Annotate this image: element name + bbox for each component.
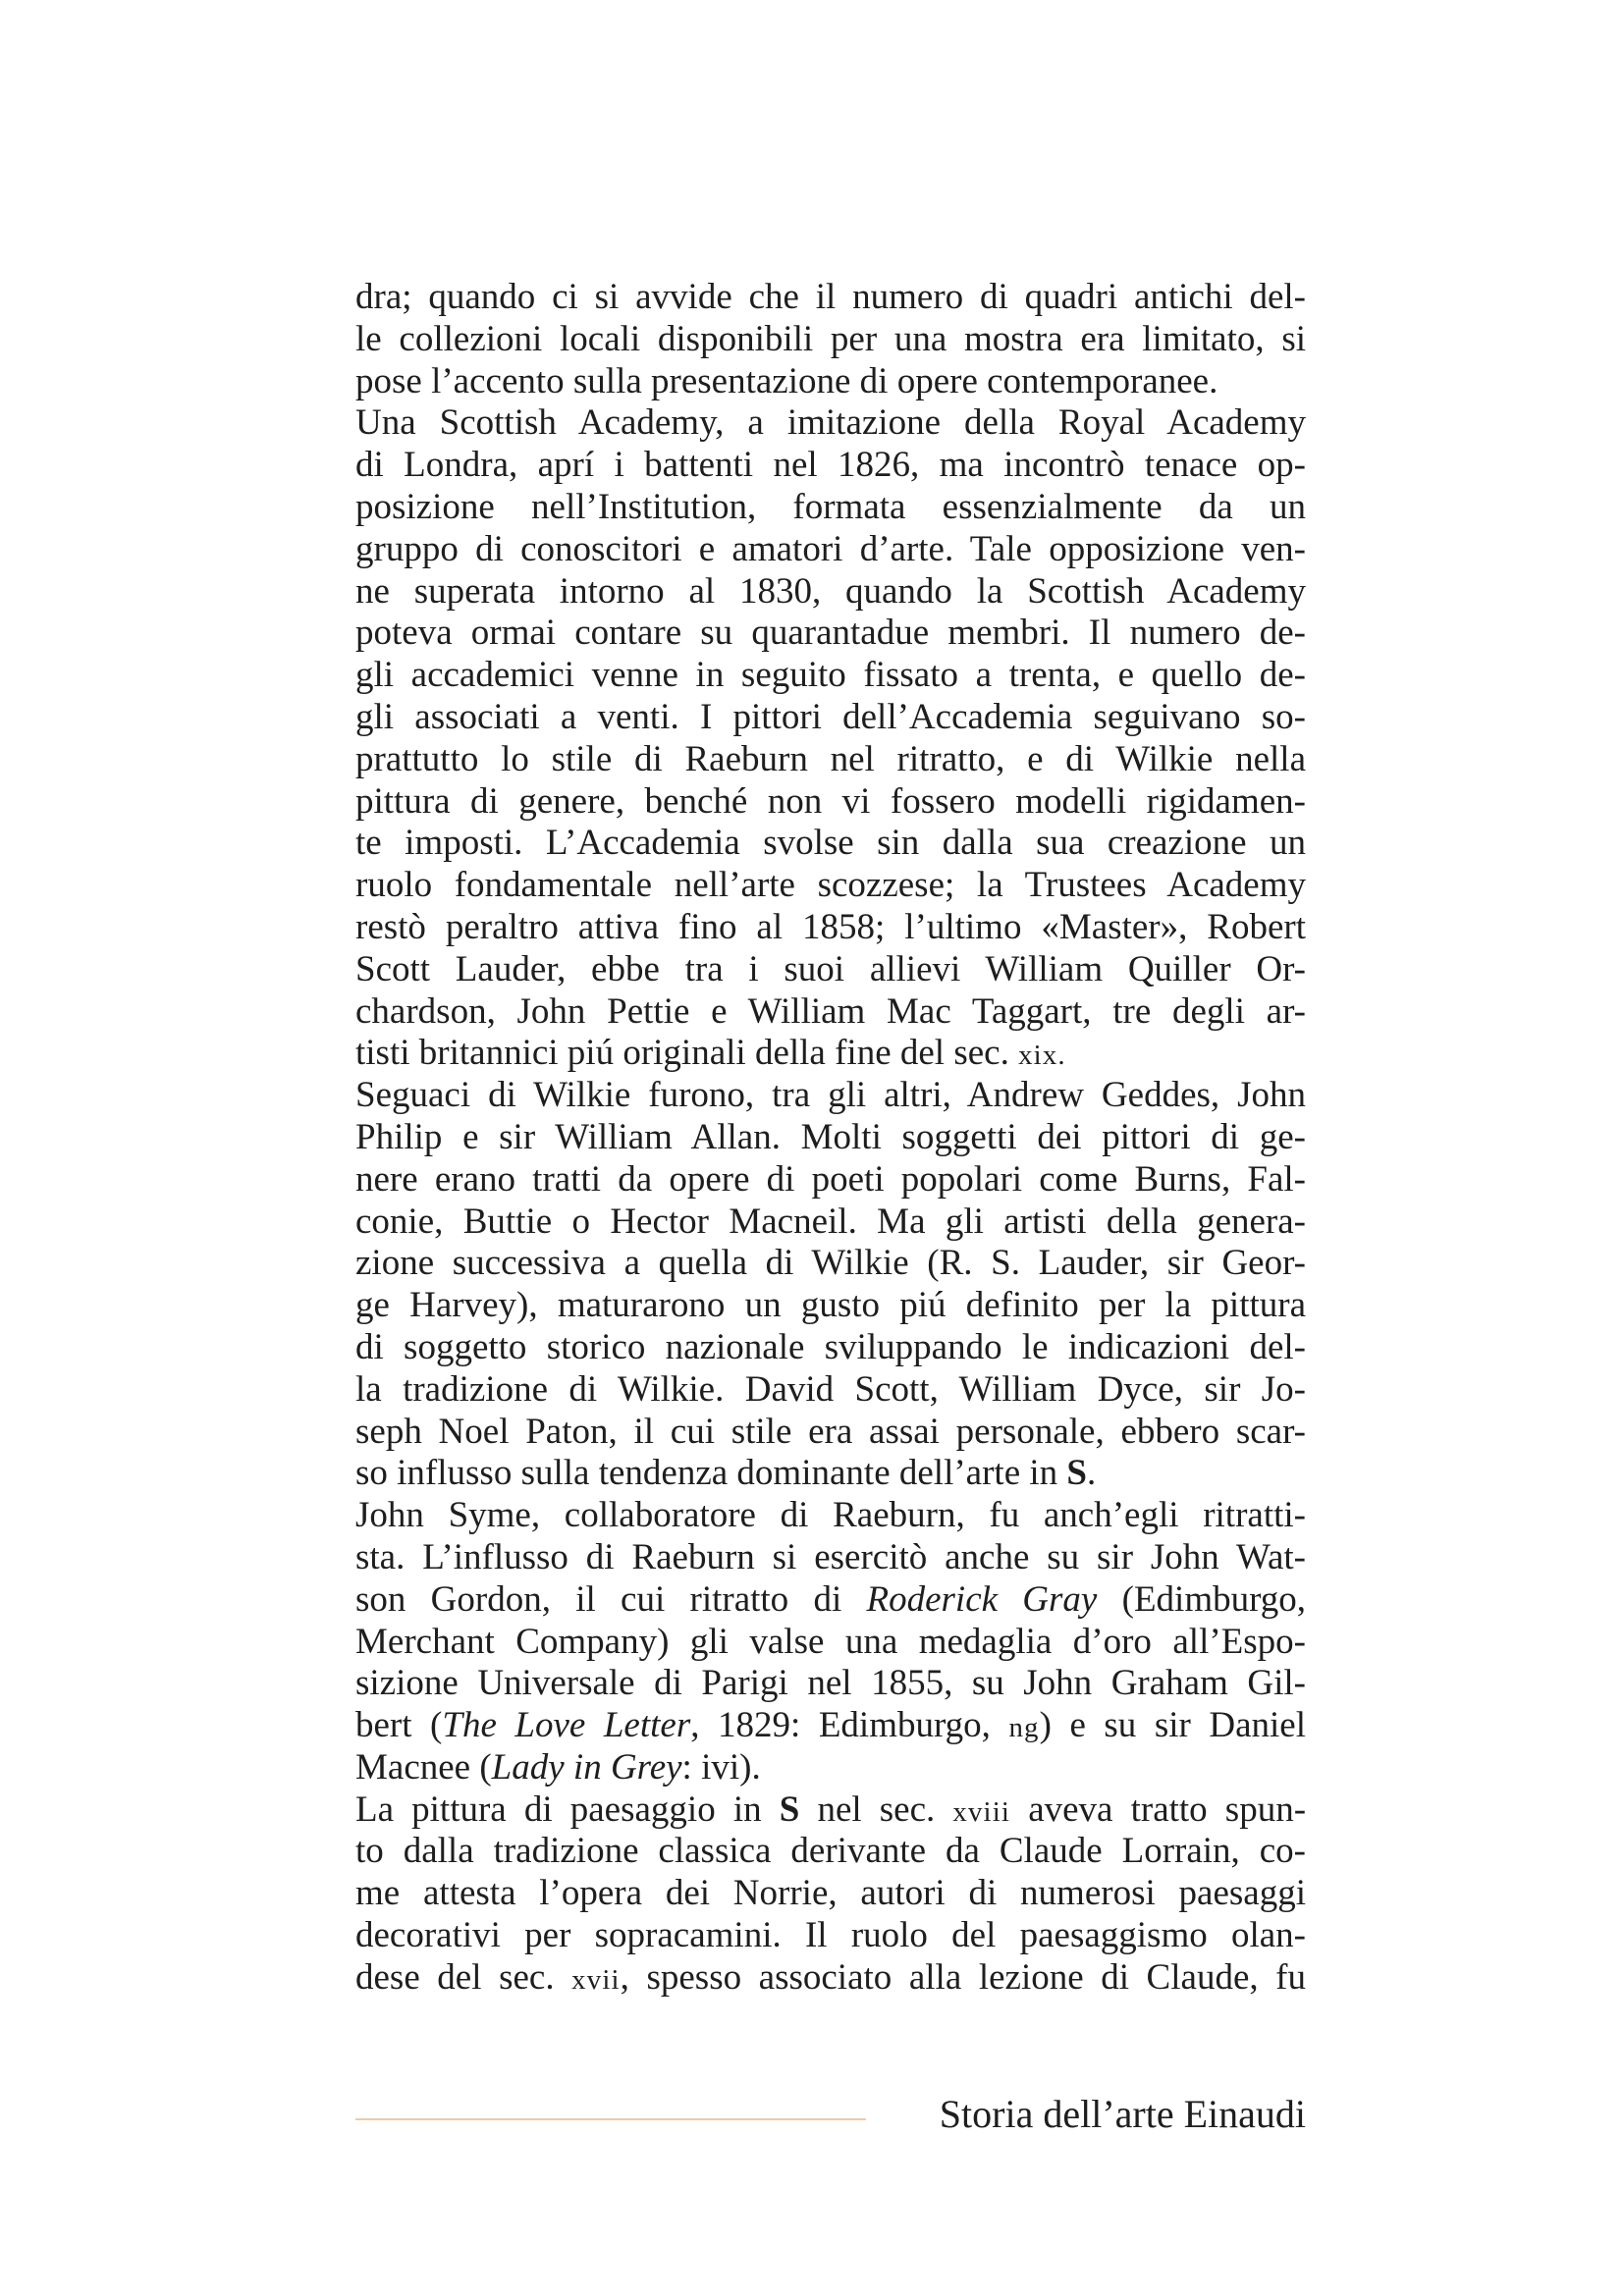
text-segment: tisti britannici piú originali della fine del sec.: [355, 1033, 1009, 1074]
bold-s: S: [1066, 1453, 1087, 1494]
roman-numeral: xvii: [571, 1963, 621, 1996]
text-line: la tradizione di Wilkie. David Scott, William Dyce, sir Jo-: [355, 1368, 1306, 1410]
roman-numeral: xix.: [1018, 1040, 1066, 1072]
footer-rule: [355, 2118, 866, 2120]
text-segment: .: [1086, 1453, 1097, 1494]
text-line: Scott Lauder, ebbe tra i suoi allievi William Quiller Or-: [355, 948, 1306, 989]
text-line: gli accademici venne in seguito fissato a trenta, e quello de-: [355, 655, 1306, 696]
text-line: [355, 1453, 1306, 1495]
text-line: [355, 1789, 1306, 1832]
text-line: ge Harvey), maturarono un gusto piú definito per la pittura: [355, 1285, 1306, 1326]
text-line: prattutto lo stile di Raeburn nel ritratto, e di Wilkie nella: [355, 738, 1306, 779]
text-line: to dalla tradizione classica derivante da Claude Lorrain, co-: [355, 1831, 1306, 1872]
text-segment: ) e su sir Daniel: [1039, 1705, 1306, 1746]
footer-title: Storia dell’arte Einaudi: [939, 2092, 1306, 2136]
text-line: sta. L’influsso di Raeburn si esercitò anche su sir John Wat-: [355, 1536, 1306, 1577]
text-segment: so influsso sulla tendenza dominante dell’arte in: [355, 1453, 1058, 1494]
text-line: Una Scottish Academy, a imitazione della Royal Academy: [355, 402, 1306, 444]
bold-s: S: [779, 1789, 800, 1830]
text-line: chardson, John Pettie e William Mac Taggart, tre degli ar-: [355, 990, 1306, 1032]
text-line: decorativi per sopracamini. Il ruolo del paesaggismo olan-: [355, 1915, 1306, 1956]
text-line: zione successiva a quella di Wilkie (R. S. Lauder, sir Geor-: [355, 1243, 1306, 1284]
text-line: di soggetto storico nazionale sviluppando le indicazioni del-: [355, 1326, 1306, 1367]
text-segment: , 1829: Edimburgo,: [690, 1705, 991, 1746]
artwork-title: Roderick Gray: [866, 1578, 1098, 1620]
text-segment: : ivi).: [681, 1746, 761, 1788]
text-line: nere erano tratti da opere di poeti popolari come Burns, Fal-: [355, 1158, 1306, 1200]
body-text: [355, 277, 1306, 2000]
text-segment: , spesso associato alla lezione di Claude, fu: [620, 1956, 1306, 1998]
text-line: [355, 1957, 1306, 2000]
text-line: gruppo di conoscitori e amatori d’arte. Tale opposizione ven-: [355, 528, 1306, 569]
text-line: di Londra, aprí i battenti nel 1826, ma incontrò tenace op-: [355, 445, 1306, 486]
text-line: le collezioni locali disponibili per una mostra era limitato, si: [355, 318, 1306, 359]
text-line: dra; quando ci si avvide che il numero di quadri antichi del-: [355, 277, 1306, 317]
text-segment: dese del sec.: [355, 1956, 555, 1998]
text-segment: (Edimburgo,: [1121, 1578, 1307, 1620]
artwork-title: Lady in Grey: [491, 1746, 682, 1788]
text-line: te imposti. L’Accademia svolse sin dalla sua creazione un: [355, 823, 1306, 864]
text-line: Philip e sir William Allan. Molti soggetti dei pittori di ge-: [355, 1116, 1306, 1157]
text-line: [355, 1033, 1306, 1075]
text-line: [355, 1747, 1306, 1789]
text-line: [355, 1705, 1306, 1747]
text-segment: La pittura di paesaggio in: [355, 1789, 762, 1830]
text-segment: Macnee (: [355, 1746, 492, 1788]
text-segment: bert (: [355, 1705, 443, 1746]
text-line: seph Noel Paton, il cui stile era assai personale, ebbero scar-: [355, 1411, 1306, 1452]
text-line: sizione Universale di Parigi nel 1855, su John Graham Gil-: [355, 1663, 1306, 1704]
text-line: poteva ormai contare su quarantadue membri. Il numero de-: [355, 613, 1306, 654]
text-segment: nel sec.: [817, 1789, 936, 1830]
text-line: ruolo fondamentale nell’arte scozzese; la Trustees Academy: [355, 865, 1306, 906]
text-line: Merchant Company) gli valse una medaglia d’oro all’Espo-: [355, 1621, 1306, 1662]
text-line: restò peraltro attiva fino al 1858; l’ultimo «Master», Robert: [355, 906, 1306, 947]
text-segment: son Gordon, il cui ritratto di: [355, 1578, 842, 1620]
text-line: John Syme, collaboratore di Raeburn, fu anch’egli ritratti-: [355, 1495, 1306, 1536]
artwork-title: The Love Letter: [442, 1705, 691, 1746]
text-line: conie, Buttie o Hector Macneil. Ma gli artisti della genera-: [355, 1201, 1306, 1242]
text-line: pittura di genere, benché non vi fossero modelli rigidamen-: [355, 780, 1306, 822]
text-line: [355, 1579, 1306, 1622]
text-line: posizione nell’Institution, formata essenzialmente da un: [355, 486, 1306, 527]
text-line: pose l’accento sulla presentazione di opere contemporanee.: [355, 360, 1218, 401]
text-line: me attesta l’opera dei Norrie, autori di numerosi paesaggi: [355, 1873, 1306, 1914]
text-line: ne superata intorno al 1830, quando la Scottish Academy: [355, 570, 1306, 612]
page-footer: [355, 2087, 1306, 2146]
text-line: Seguaci di Wilkie furono, tra gli altri, Andrew Geddes, John: [355, 1075, 1306, 1116]
text-line: gli associati a venti. I pittori dell’Accademia seguivano so-: [355, 696, 1306, 737]
roman-numeral: xviii: [952, 1795, 1011, 1828]
abbreviation: ng: [1008, 1712, 1040, 1744]
text-segment: aveva tratto spun-: [1028, 1789, 1307, 1830]
